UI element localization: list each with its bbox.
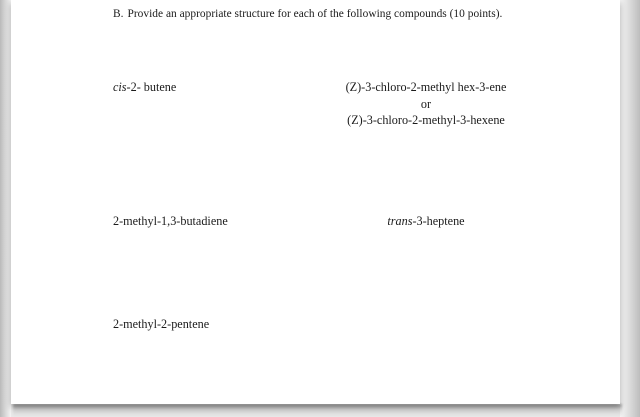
compound-cis-2-butene	[113, 79, 176, 95]
page-gutter-left	[0, 0, 11, 417]
compound-name-variant-2: (Z)-3-chloro-2-methyl-3-hexene	[347, 113, 505, 127]
question-text: Provide an appropriate structure for each of the following compounds (10 points).	[127, 8, 503, 20]
compound-2-methyl-1-3-butadiene: 2-methyl-1,3-butadiene	[113, 214, 228, 228]
compound-name-rest: -2- butene	[126, 80, 177, 94]
page-gutter-right	[620, 0, 640, 417]
question-label: B.	[113, 8, 124, 20]
compound-stereo-prefix: trans	[387, 214, 413, 228]
document-page	[11, 0, 620, 404]
page-content	[11, 0, 620, 404]
compound-2-methyl-2-pentene: 2-methyl-2-pentene	[113, 317, 210, 331]
page-drop-shadow	[13, 404, 622, 416]
compound-name-rest: -3-heptene	[412, 214, 465, 228]
compound-trans-3-heptene	[261, 213, 591, 229]
compound-stereo-prefix: cis	[113, 80, 127, 94]
compound-name-variant-1: (Z)-3-chloro-2-methyl hex-3-ene	[345, 80, 507, 94]
compound-name-connector: or	[420, 96, 432, 111]
question-heading	[113, 7, 502, 22]
compound-z-3-chloro-2-methylhexene	[261, 79, 591, 129]
